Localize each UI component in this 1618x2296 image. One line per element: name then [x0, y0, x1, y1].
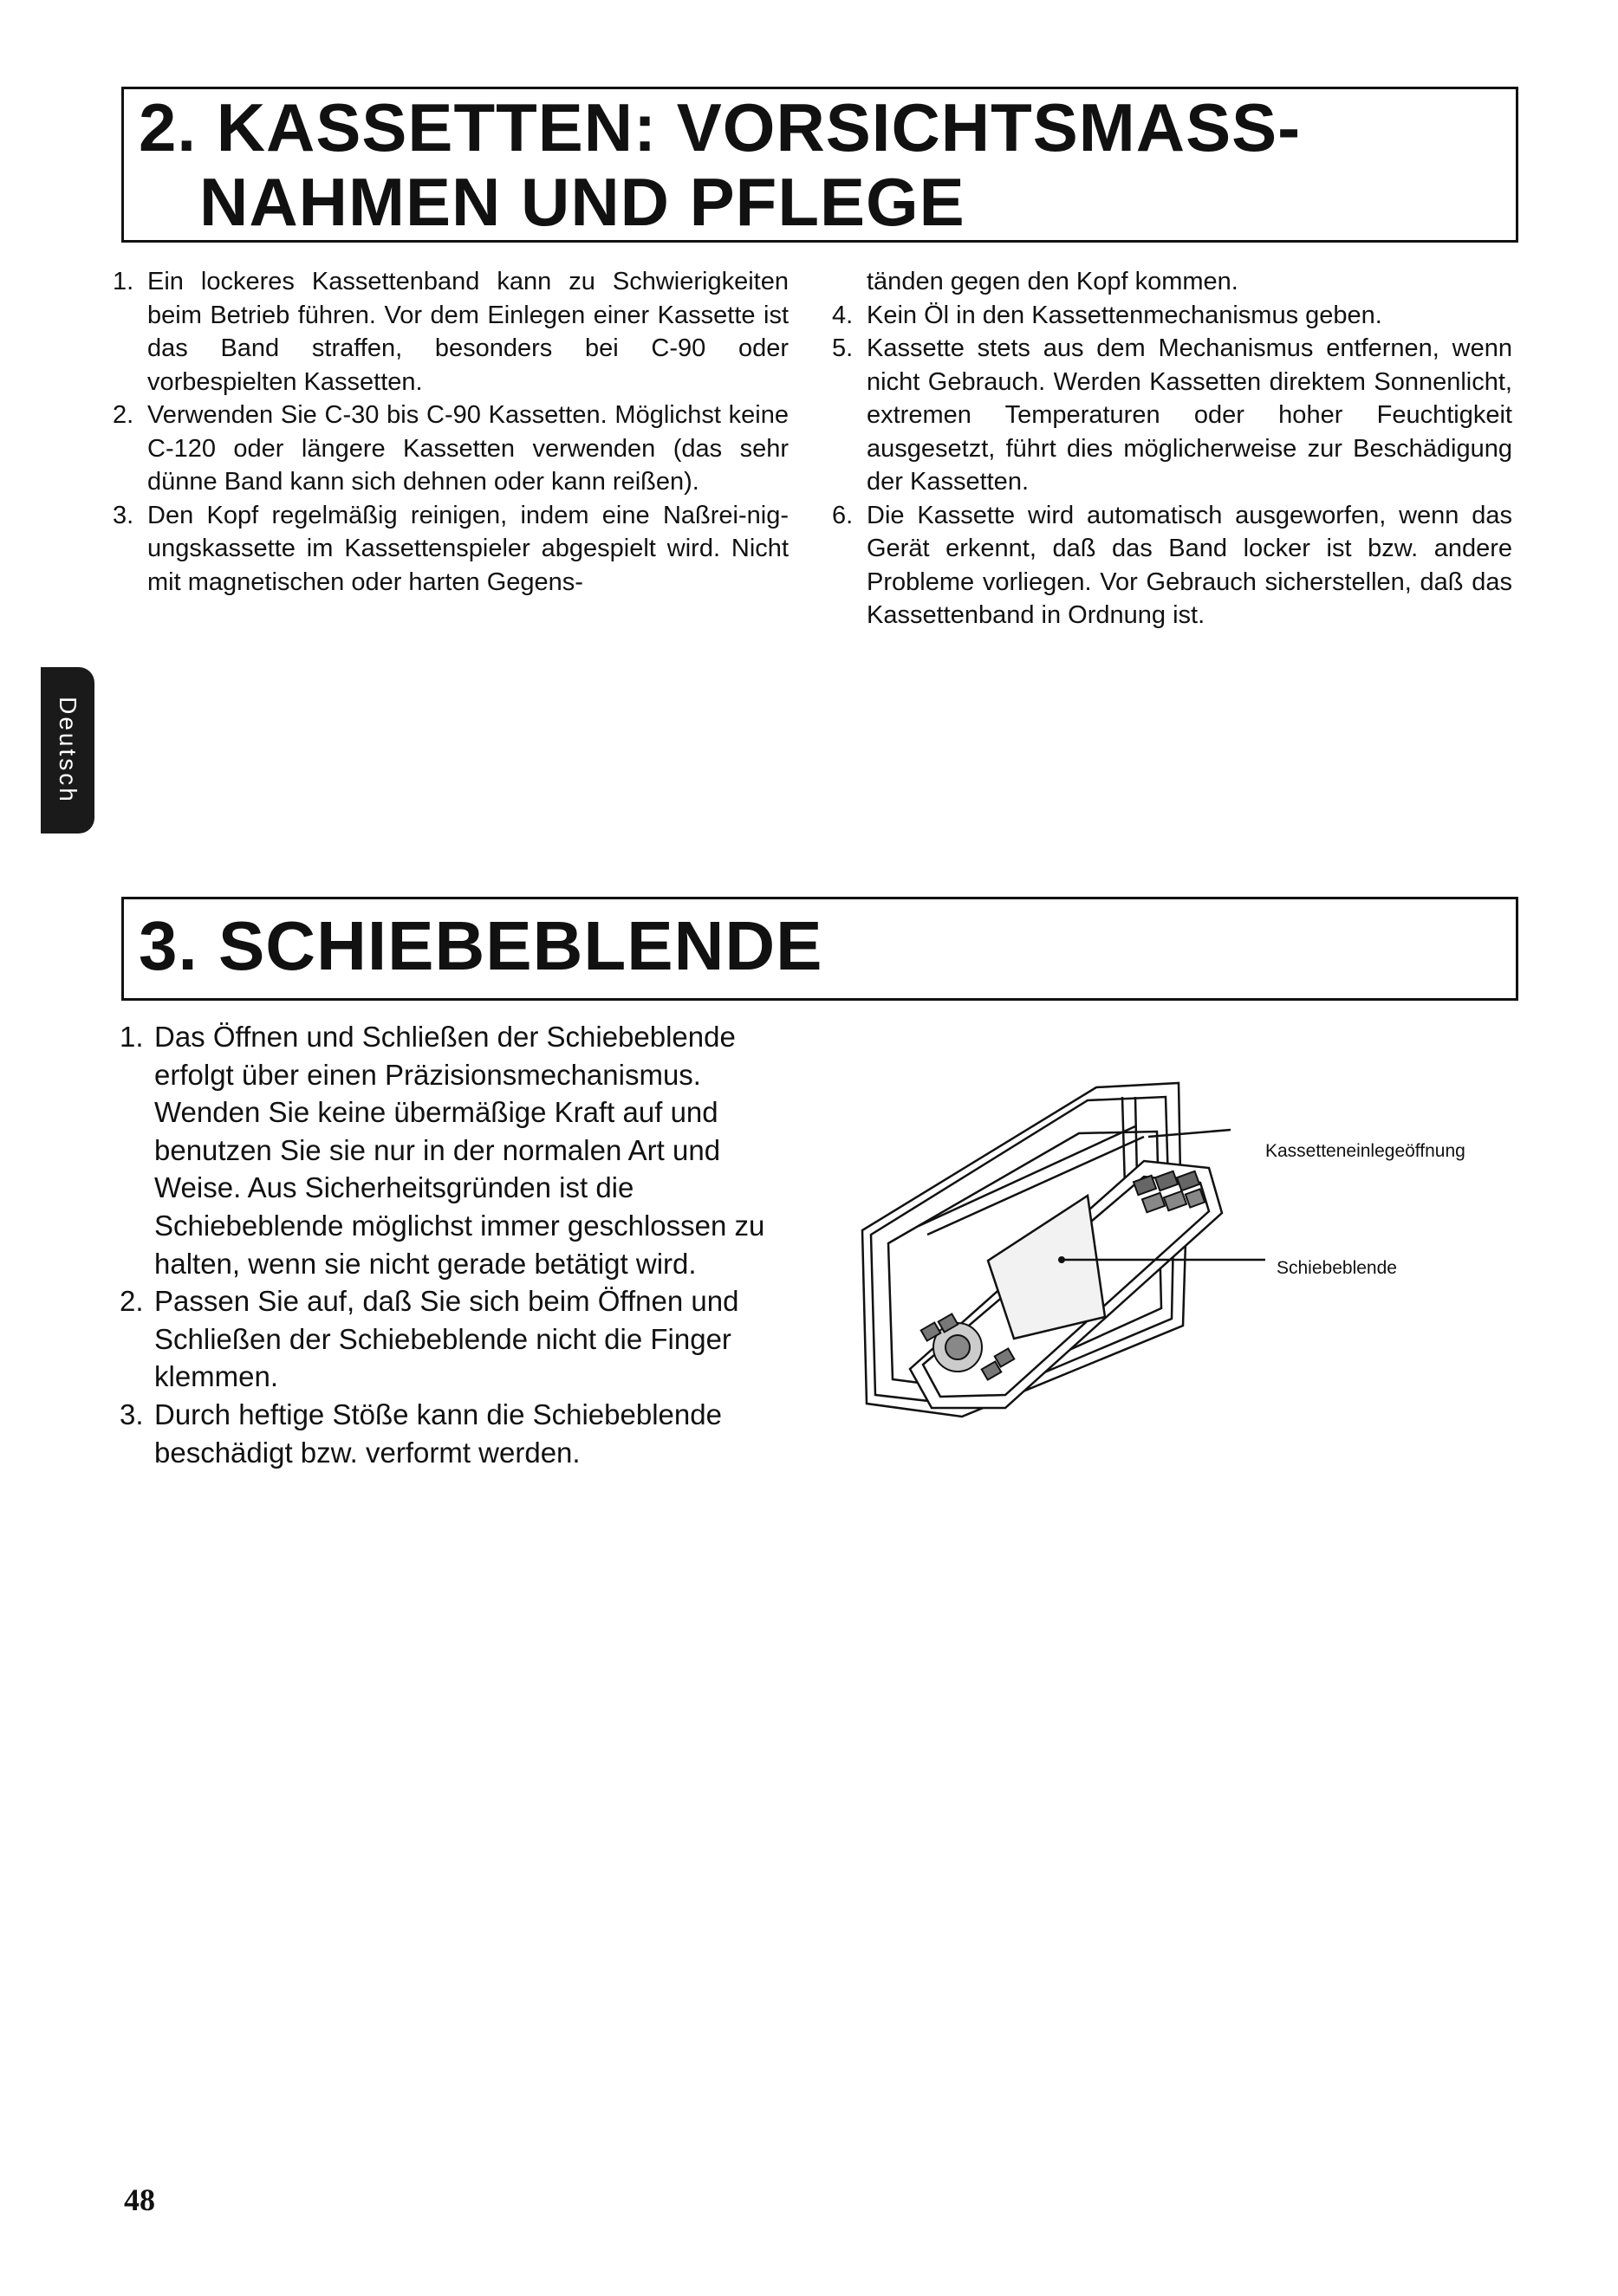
- section-2-list-left-column: [113, 265, 789, 599]
- list-item: 5. Kassette stets aus dem Mechanismus entfernen, wenn nicht Gebrauch. Werden Kassetten direktem Sonnenlicht, extremen Temperaturen oder hoher Feuchtigkeit ausgesetzt, führt dies möglicherweise zur Beschädigung der Kassetten.: [832, 334, 1512, 496]
- page-number: 48: [124, 2182, 155, 2217]
- list-item: 1. Das Öffnen und Schließen der Schiebeblende erfolgt über einen Präzisionsmechanismus. Wenden Sie keine übermäßige Kraft auf und benutzen Sie sie nur in der normalen Art und Weise. Aus Sicherheitsgründen ist die Schiebeblende möglichst immer geschlossen zu halten, wenn sie nicht gerade betätigt wird.: [120, 1021, 765, 1280]
- cassette-opening-label: Kassetteneinlegeöffnung: [1265, 1141, 1465, 1161]
- list-item: 3. Den Kopf regelmäßig reinigen, indem eine Naßrei-nig-ungskassette im Kassettenspieler abgespielt wird. Nicht mit magnetischen oder harten Gegens-: [113, 501, 789, 596]
- language-tab-label: Deutsch: [55, 697, 81, 804]
- section-2-title-line-1: 2. KASSETTEN: VORSICHTSMASS-: [139, 89, 1302, 165]
- language-tab: [41, 667, 94, 833]
- section-2-title: [139, 90, 1301, 239]
- list-item: 6. Die Kassette wird automatisch ausgeworfen, wenn das Gerät erkennt, daß das Band locker ist bzw. andere Probleme vorliegen. Vor Gebrauch sicherstellen, daß das Kassettenband in Ordnung ist.: [832, 501, 1512, 629]
- section-2-title-line-2: NAHMEN UND PFLEGE: [199, 164, 965, 240]
- cassette-deck-illustration: [858, 1066, 1577, 1430]
- section-3-title: 3. SCHIEBEBLENDE: [139, 907, 823, 984]
- shutter-label: Schiebeblende: [1277, 1258, 1397, 1278]
- list-item: 3. Durch heftige Stöße kann die Schiebeblende beschädigt bzw. verformt werden.: [120, 1398, 722, 1469]
- section-2-list-right-column: [832, 265, 1512, 632]
- list-item: 2. Passen Sie auf, daß Sie sich beim Öffnen und Schließen der Schiebeblende nicht die Finger klemmen.: [120, 1285, 739, 1393]
- list-item: 1. Ein lockeres Kassettenband kann zu Schwierigkeiten beim Betrieb führen. Vor dem Einlegen einer Kassette ist das Band straffen, besonders bei C-90 oder vorbespielten Kassetten.: [113, 268, 789, 396]
- list-item: 4. Kein Öl in den Kassettenmechanismus geben.: [832, 301, 1382, 329]
- section-3-list: [120, 1018, 804, 1471]
- list-item-continuation: tänden gegen den Kopf kommen.: [867, 268, 1238, 295]
- list-item: 2. Verwenden Sie C-30 bis C-90 Kassetten. Möglichst keine C-120 oder längere Kassetten verwenden (das sehr dünne Band kann sich dehnen oder kann reißen).: [113, 401, 789, 496]
